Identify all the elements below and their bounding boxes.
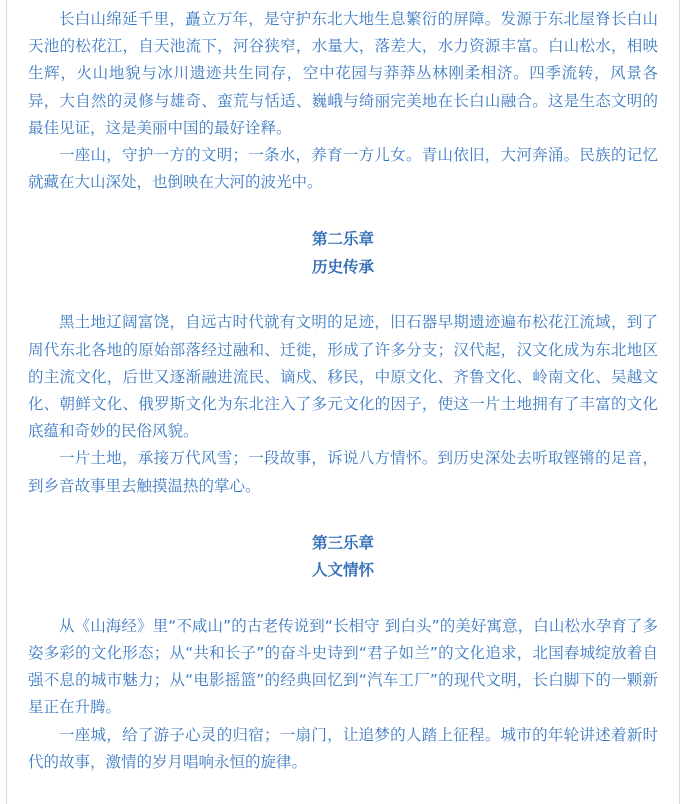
paragraph: 一片土地，承接万代风雪；一段故事，诉说八方情怀。到历史深处去听取铿锵的足音，到乡音故事里去触摸温热的掌心。 — [28, 449, 658, 495]
paragraph: 长白山绵延千里，矗立万年，是守护东北大地生息繁衍的屏障。发源于东北屋脊长白山天池的松花江，自天池流下，河谷狭窄，水量大，落差大，水力资源丰富。白山松水，相映生辉，火山地貌与冰川遗迹共生同存，空中花园与莽莽丛林刚柔相济。四季流转，风景各异，大自然的灵修与雄奇、蛮荒与恬适、巍峨与绮丽完美地在长白山融合。这是生态文明的最佳见证，这是美丽中国的最好诠释。 — [28, 10, 658, 137]
chapter-number: 第三乐章 — [311, 533, 374, 552]
section-3 — [28, 530, 658, 776]
section-1 — [28, 6, 658, 196]
paragraph: 一座山，守护一方的文明；一条水，养育一方儿女。青山依旧，大河奔涌。民族的记忆就藏在大山深处，也倒映在大河的波光中。 — [28, 146, 658, 192]
chapter-title: 人文情怀 — [311, 561, 374, 580]
paragraph: 从《山海经》里“不咸山”的古老传说到“长相守 到白头”的美好寓意，白山松水孕育了多姿多彩的文化形态；从“共和长子”的奋斗史诗到“君子如兰”的文化追求，北国春城绽放着自强不息的城市魅力；从“电影摇篮”的经典回忆到“汽车工厂”的现代文明，长白脚下的一颗新星正在升腾。 — [28, 616, 658, 717]
article-body — [28, 6, 658, 776]
chapter-number: 第二乐章 — [311, 230, 374, 249]
paragraph: 一座城，给了游子心灵的归宿；一扇门，让追梦的人踏上征程。城市的年轮讲述着新时代的故事，激情的岁月唱响永恒的旋律。 — [28, 725, 658, 771]
chapter-title: 历史传承 — [311, 257, 374, 276]
paragraph: 黑土地辽阔富饶，自远古时代就有文明的足迹，旧石器早期遗迹遍布松花江流域，到了周代东北各地的原始部落经过融和、迁徙，形成了许多分支；汉代起，汉文化成为东北地区的主流文化，后世又逐渐融进流民、谪戍、移民，中原文化、齐鲁文化、岭南文化、吴越文化、朝鲜文化、俄罗斯文化为东北注入了多元文化的因子，使这一片土地拥有了丰富的文化底蕴和奇妙的民俗风貌。 — [28, 313, 658, 441]
section-2 — [28, 226, 658, 499]
